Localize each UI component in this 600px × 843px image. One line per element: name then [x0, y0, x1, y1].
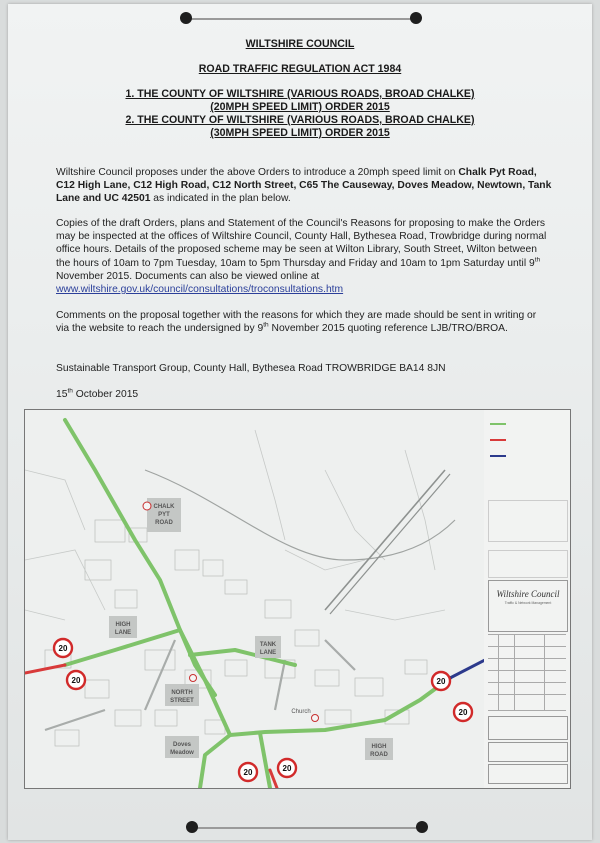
track-line [325, 470, 445, 610]
speed-sign-20-east-2-label: 20 [458, 708, 468, 717]
proposed-20mph-roads [65, 420, 450, 788]
order2-heading-line2: (30MPH SPEED LIMIT) ORDER 2015 [210, 127, 390, 139]
comments-text: Comments on the proposal together with the reasons for which they are made should be sent in writing or via the website to reach the undersigned by 9 [56, 310, 537, 335]
map-key-panel [484, 409, 571, 789]
comments-date-suffix: th [263, 321, 269, 329]
council-logo: Wiltshire Council [496, 589, 560, 599]
council-logo-block [488, 580, 568, 632]
inspection-paragraph [56, 217, 552, 296]
council-heading: WILTSHIRE COUNCIL [245, 38, 355, 50]
hanging-string-bottom [194, 827, 422, 829]
label-high-lane-1: HIGH [115, 622, 131, 628]
property-outlines [45, 520, 427, 746]
label-chalk-pyt-1: CHALK [153, 504, 175, 510]
hanging-string-top [188, 18, 416, 20]
speed-sign-20-east-label: 20 [436, 677, 446, 686]
old-track-line [145, 470, 455, 560]
notice-date [56, 388, 552, 401]
label-high-road-1: HIGH [371, 744, 387, 750]
legend-swatch-green [490, 423, 506, 426]
inspection-date-suffix: th [534, 256, 541, 264]
proposal-intro: Wiltshire Council proposes under the above Orders to introduce a 20mph speed limit on [56, 167, 459, 178]
proposal-end: as indicated in the plan below. [150, 193, 291, 205]
legend-proposed-30 [490, 454, 510, 458]
drawing-scale-box [488, 764, 568, 784]
order2-heading-line1: 2. THE COUNTY OF WILTSHIRE (VARIOUS ROADS, BROAD CHALKE) [125, 114, 475, 126]
order1-heading-line1: 1. THE COUNTY OF WILTSHIRE (VARIOUS ROADS, BROAD CHALKE) [125, 88, 475, 100]
date-day: 15 [56, 389, 68, 400]
notes-box [488, 500, 568, 542]
drawing-title-box [488, 716, 568, 740]
comments-paragraph [56, 309, 552, 335]
drawing-number-box [488, 742, 568, 762]
label-north-street-1: NORTH [171, 690, 193, 696]
punch-hole-top-right [410, 12, 422, 24]
consultations-link[interactable]: www.wiltshire.gov.uk/council/consultations/troconsultations.htm [56, 284, 344, 296]
legend-proposed-20 [490, 422, 510, 426]
speed-sign-20-south-2-label: 20 [282, 764, 292, 773]
council-department: Traffic & Network Management [504, 601, 552, 605]
speed-sign-20-west-label: 20 [58, 644, 68, 653]
punch-hole-top-left [180, 12, 192, 24]
proposed-30mph-road [450, 660, 485, 678]
label-tank-lane-1: TANK [259, 642, 277, 648]
label-chalk-pyt-2: PYT [158, 512, 170, 518]
speed-sign-20-west-2-label: 20 [71, 676, 81, 685]
label-north-street-2: STREET [170, 698, 194, 704]
label-chalk-pyt-3: ROAD [155, 520, 173, 526]
comments-text-2: November 2015 quoting reference LJB/TRO/BROA. [268, 323, 508, 335]
label-church: Church [291, 709, 311, 715]
label-tank-lane-2: LANE [259, 650, 277, 656]
map-drawing [25, 410, 485, 788]
punch-hole-bottom-left [186, 821, 198, 833]
label-doves-meadow-1: Doves [172, 742, 192, 748]
legend-existing-30 [490, 438, 510, 442]
address-line: Sustainable Transport Group, County Hall, Bythesea Road TROWBRIDGE BA14 8JN [56, 363, 446, 374]
inspection-text-2: November 2015. Documents can also be viewed online at [56, 270, 320, 282]
speed-sign-20-south-label: 20 [243, 768, 253, 777]
date-suffix: th [67, 387, 73, 395]
label-doves-meadow-2: Meadow [170, 750, 194, 756]
inspection-text: Copies of the draft Orders, plans and Statement of the Council's Reasons for proposing to make the Orders may be inspected at the offices of Wiltshire Council, County Hall, Bythesea Road, Trowbridge during normal office hours. Details of the proposed scheme may be seen at Wilton Library, South Street, Wilton between the hours of 10am to 7pm Tuesday, 10am to 5pm Thursday and Friday and 10am to 1pm Saturday until 9 [56, 218, 547, 269]
scheme-plan-map [24, 409, 486, 789]
punch-hole-bottom-right [416, 821, 428, 833]
legend-swatch-blue [490, 455, 506, 458]
copyright-box [488, 550, 568, 578]
act-heading: ROAD TRAFFIC REGULATION ACT 1984 [198, 63, 402, 75]
date-month-year: October 2015 [72, 389, 139, 400]
order1-heading-line2: (20MPH SPEED LIMIT) ORDER 2015 [210, 101, 390, 113]
legend-swatch-red [490, 439, 506, 442]
label-high-lane-2: LANE [114, 630, 132, 636]
proposal-roads: Chalk Pyt Road, C12 High Lane, C12 High Road, C12 North Street, C65 The Causeway, Doves Meadow, Newtown, Tank Lane and UC 42501 [56, 167, 552, 205]
proposal-paragraph [56, 166, 552, 206]
label-high-road-2: ROAD [370, 752, 388, 758]
